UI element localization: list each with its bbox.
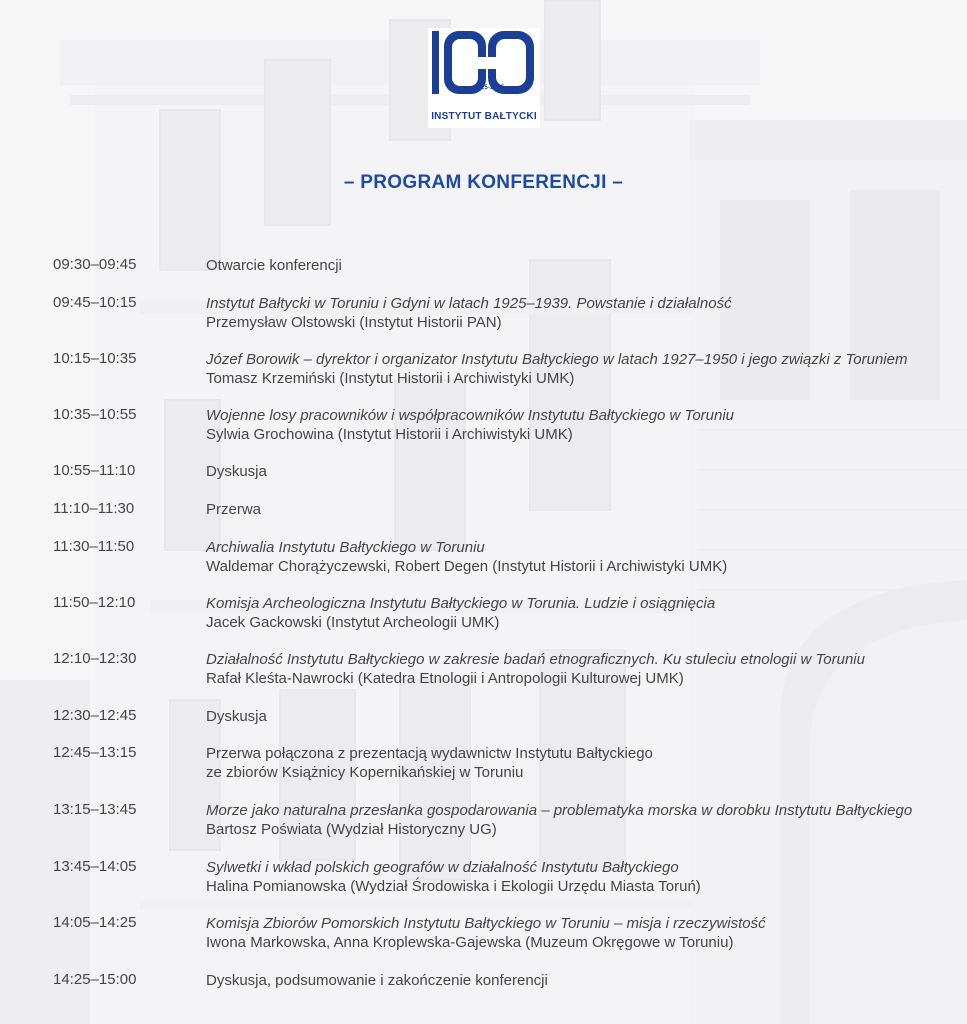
session-speakers: Waldemar Chorążyczewski, Robert Degen (Instytut Historii i Archiwistyki UMK) [206,558,728,575]
session-title: Sylwetki i wkład polskich geografów w działalność Instytutu Bałtyckiego [206,859,679,876]
session-time: 10:35–10:55 [53,406,137,423]
session-speakers: Jacek Gackowski (Instytut Archeologii UMK) [206,614,500,631]
session-time: 09:45–10:15 [53,294,137,311]
session-time: 11:10–11:30 [53,500,135,517]
session-time: 09:30–09:45 [53,256,137,273]
session-speakers: Rafał Kleśta-Nawrocki (Katedra Etnologii i Antropologii Kulturowej UMK) [206,670,684,687]
session-time: 11:50–12:10 [53,594,136,611]
session-title: Wojenne losy pracowników i współpracowników Instytutu Bałtyckiego w Toruniu [206,407,735,424]
logo-years: 1925-2025 [473,85,505,91]
session-time: 13:15–13:45 [53,801,137,818]
institute-logo [428,28,540,128]
session-title: Dyskusja [206,463,267,480]
session-title: Józef Borowik – dyrektor i organizator Instytutu Bałtyckiego w latach 1927–1950 i jego związki z Toruniem [206,351,908,368]
session-time: 12:45–13:15 [53,744,137,761]
session-title: Instytut Bałtycki w Toruniu i Gdyni w latach 1925–1939. Powstanie i działalność [206,295,732,312]
session-time: 14:05–14:25 [53,914,137,931]
session-speakers: Sylwia Grochowina (Instytut Historii i Archiwistyki UMK) [206,426,573,443]
session-title: Przerwa połączona z prezentacją wydawnictw Instytutu Bałtyckiego [206,745,653,762]
session-speakers: Bartosz Poświata (Wydział Historyczny UG) [206,821,497,838]
page-title: – PROGRAM KONFERENCJI – [343,172,624,193]
session-speakers: Halina Pomianowska (Wydział Środowiska i Ekologii Urzędu Miasta Toruń) [206,878,701,895]
session-time: 12:10–12:30 [53,650,137,667]
session-speakers: ze zbiorów Książnicy Kopernikańskiej w Toruniu [206,764,524,781]
logo-name: INSTYTUT BAŁTYCKI [431,111,537,122]
session-speakers: Iwona Markowska, Anna Kroplewska-Gajewska (Muzeum Okręgowe w Toruniu) [206,934,734,951]
session-title: Przerwa [206,501,262,518]
session-time: 14:25–15:00 [53,971,137,988]
session-time: 11:30–11:50 [53,538,135,555]
session-time: 10:55–11:10 [53,462,136,479]
session-title: Morze jako naturalna przesłanka gospodarowania – problematyka morska w dorobku Instytutu Bałtyckiego [206,802,913,819]
session-title: Otwarcie konferencji [206,257,342,274]
session-time: 12:30–12:45 [53,707,137,724]
session-title: Działalność Instytutu Bałtyckiego w zakresie badań etnograficznych. Ku stuleciu etnologii w Toruniu [206,651,865,668]
session-time: 10:15–10:35 [53,350,137,367]
session-time: 13:45–14:05 [53,858,137,875]
session-title: Komisja Zbiorów Pomorskich Instytutu Bałtyckiego w Toruniu – misja i rzeczywistość [206,915,766,932]
session-title: Dyskusja [206,708,267,725]
session-title: Archiwalia Instytutu Bałtyckiego w Toruniu [206,539,485,556]
session-speakers: Tomasz Krzemiński (Instytut Historii i Archiwistyki UMK) [206,370,575,387]
session-title: Dyskusja, podsumowanie i zakończenie konferencji [206,972,548,989]
session-title: Komisja Archeologiczna Instytutu Bałtyckiego w Torunia. Ludzie i osiągnięcia [206,595,716,612]
session-speakers: Przemysław Olstowski (Instytut Historii PAN) [206,314,502,331]
